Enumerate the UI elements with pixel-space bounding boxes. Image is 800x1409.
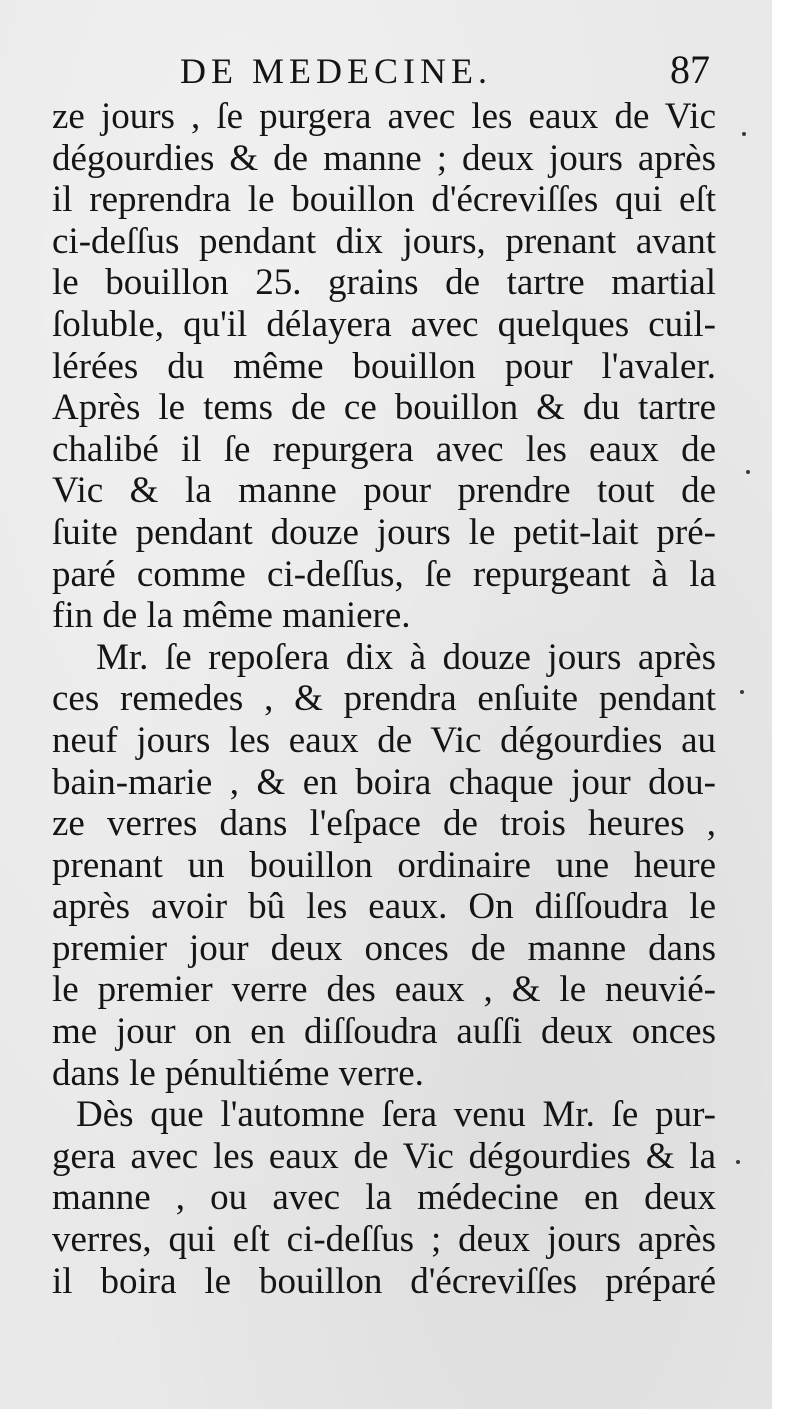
paragraph-start-line: Dès que l'automne ſera venu Mr. ſe pur- <box>76 1094 716 1136</box>
paragraph-start-line: Mr. ſe repoſera dix à douze jours après <box>96 636 716 678</box>
text-line: ſuite pendant douze jours le petit-lait pré- <box>52 511 716 553</box>
paragraph-end-line: dans le pénultiéme verre. <box>52 1052 424 1094</box>
ink-speck <box>740 690 744 694</box>
text-line: gera avec les eaux de Vic dégourdies & la <box>52 1135 716 1177</box>
text-line: Vic & la manne pour prendre tout de <box>52 470 716 512</box>
ink-speck <box>736 1160 740 1164</box>
text-line: ſoluble, qu'il délayera avec quelques cuil- <box>52 303 716 345</box>
text-line: ces remedes , & prendra enſuite pendant <box>52 678 716 720</box>
text-line: verres, qui eſt ci-deſſus ; deux jours après <box>52 1219 716 1261</box>
text-line: le bouillon 25. grains de tartre martial <box>52 262 716 304</box>
text-line: ci-deſſus pendant dix jours, prenant avant <box>52 220 716 262</box>
text-line: bain-marie , & en boira chaque jour dou- <box>52 761 716 803</box>
text-line: le premier verre des eaux , & le neuvié- <box>52 969 716 1011</box>
text-line: chalibé il ſe repurgera avec les eaux de <box>52 428 716 470</box>
text-line: premier jour deux onces de manne dans <box>52 927 716 969</box>
running-head <box>180 47 720 96</box>
text-line: me jour on en diſſoudra auſſi deux onces <box>52 1011 716 1053</box>
paragraph-end-line: fin de la même maniere. <box>52 595 411 637</box>
text-line: neuf jours les eaux de Vic dégourdies au <box>52 719 716 761</box>
page-number: 87 <box>670 47 710 92</box>
text-line: manne , ou avec la médecine en deux <box>52 1177 716 1219</box>
page-edge <box>772 0 800 1409</box>
text-line: ze jours , ſe purgera avec les eaux de Vic <box>52 96 716 137</box>
text-line: Après le tems de ce bouillon & du tartre <box>52 387 716 429</box>
text-line: paré comme ci-deſſus, ſe repurgeant à la <box>52 553 716 595</box>
text-line: il boira le bouillon d'écreviſſes préparé <box>52 1260 716 1302</box>
text-line: il reprendra le bouillon d'écreviſſes qui eſt <box>52 179 716 221</box>
text-line: ze verres dans l'eſpace de trois heures , <box>52 803 716 845</box>
text-line: prenant un bouillon ordinaire une heure <box>52 844 716 886</box>
text-line: après avoir bû les eaux. On diſſoudra le <box>52 886 716 928</box>
body-text <box>52 96 716 1302</box>
text-line: lérées du même bouillon pour l'avaler. <box>52 345 716 387</box>
ink-speck <box>746 470 750 474</box>
ink-speck <box>742 132 746 136</box>
running-title: DE MEDECINE. <box>180 51 492 91</box>
text-line: dégourdies & de manne ; deux jours après <box>52 137 716 179</box>
